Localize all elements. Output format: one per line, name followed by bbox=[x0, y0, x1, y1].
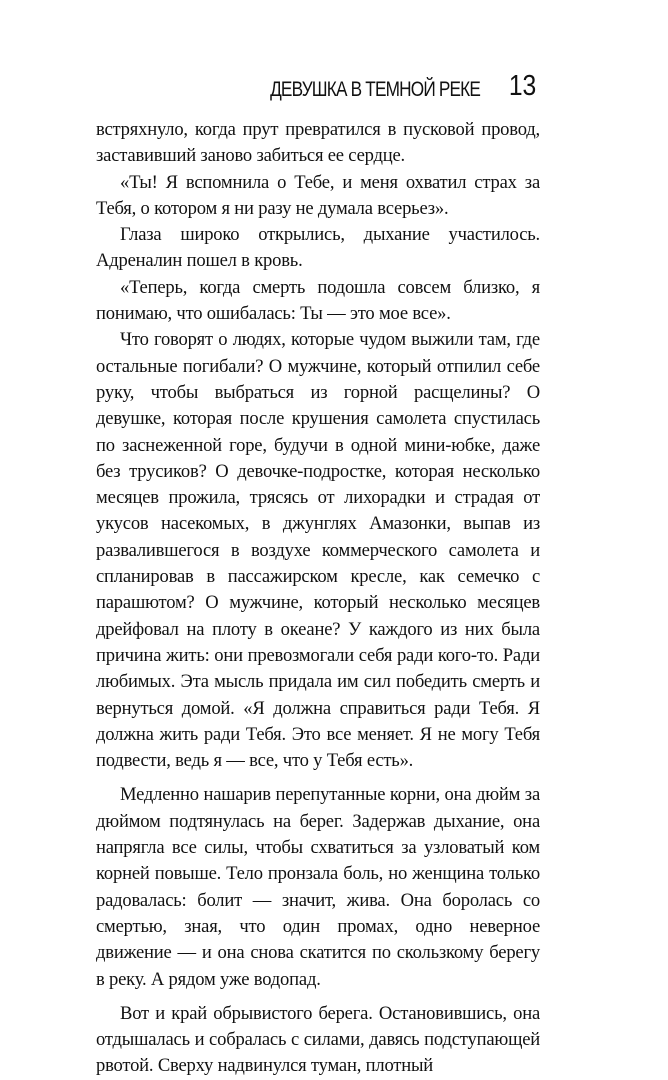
paragraph: «Ты! Я вспомнила о Тебе, и меня охватил страх за Тебя, о котором я ни разу не думала всерьез». bbox=[96, 171, 540, 219]
paragraph: Медленно нашарив перепутанные корни, она дюйм за дюймом подтянулась на берег. Задержав дыхание, она напрягла все силы, чтобы схватиться за узловатый ком корней повыше. Тело пронзала боль, но женщина только радовалась: болит — значит, жива. Она боролась со смертью, зная, что один промах, одно неверное движение — и она снова скатится по скользкому берегу в реку. А рядом уже водопад. bbox=[96, 784, 540, 990]
running-title: ДЕВУШКА В ТЕМНОЙ РЕКЕ bbox=[270, 78, 480, 101]
paragraph: встряхнуло, когда прут превратился в пусковой провод, заставивший заново забиться ее сердце. bbox=[96, 119, 540, 167]
paragraph: Что говорят о людях, которые чудом выжили там, где остальные погибали? О мужчине, который отпилил себе руку, чтобы выбраться из горной расщелины? О девушке, которая после крушения самолета спустилась по заснеженной горе, будучи в одной мини-юбке, даже без трусиков? О девочке-подростке, которая несколько месяцев прожила, трясясь от лихорадки и страдая от укусов насекомых, в джунглях Амазонки, выпав из развалившегося в воздухе коммерческого самолета и спланировав в пассажирском кресле, как семечко с парашютом? О мужчине, который несколько месяцев дрейфовал на плоту в океане? У каждого из них была причина жить: они превозмогали себя ради кого-то. Ради любимых. Эта мысль придала им сил победить смерть и вернуться домой. «Я должна справиться ради Тебя. Я должна жить ради Тебя. Это все меняет. Я не могу Тебя подвести, ведь я — все, что у Тебя есть». bbox=[96, 329, 540, 772]
paragraph: Глаза широко открылись, дыхание участилось. Адреналин пошел в кровь. bbox=[96, 224, 540, 272]
paragraph: Вот и край обрывистого берега. Остановившись, она отдышалась и собралась с силами, давясь подступающей рвотой. Сверху надвинулся туман, плотный bbox=[96, 1002, 540, 1077]
page-header bbox=[96, 68, 540, 108]
page-number: 13 bbox=[508, 70, 536, 102]
paragraph: «Теперь, когда смерть подошла совсем близко, я понимаю, что ошибалась: Ты — это мое все». bbox=[96, 276, 540, 325]
body-text bbox=[96, 117, 540, 1080]
